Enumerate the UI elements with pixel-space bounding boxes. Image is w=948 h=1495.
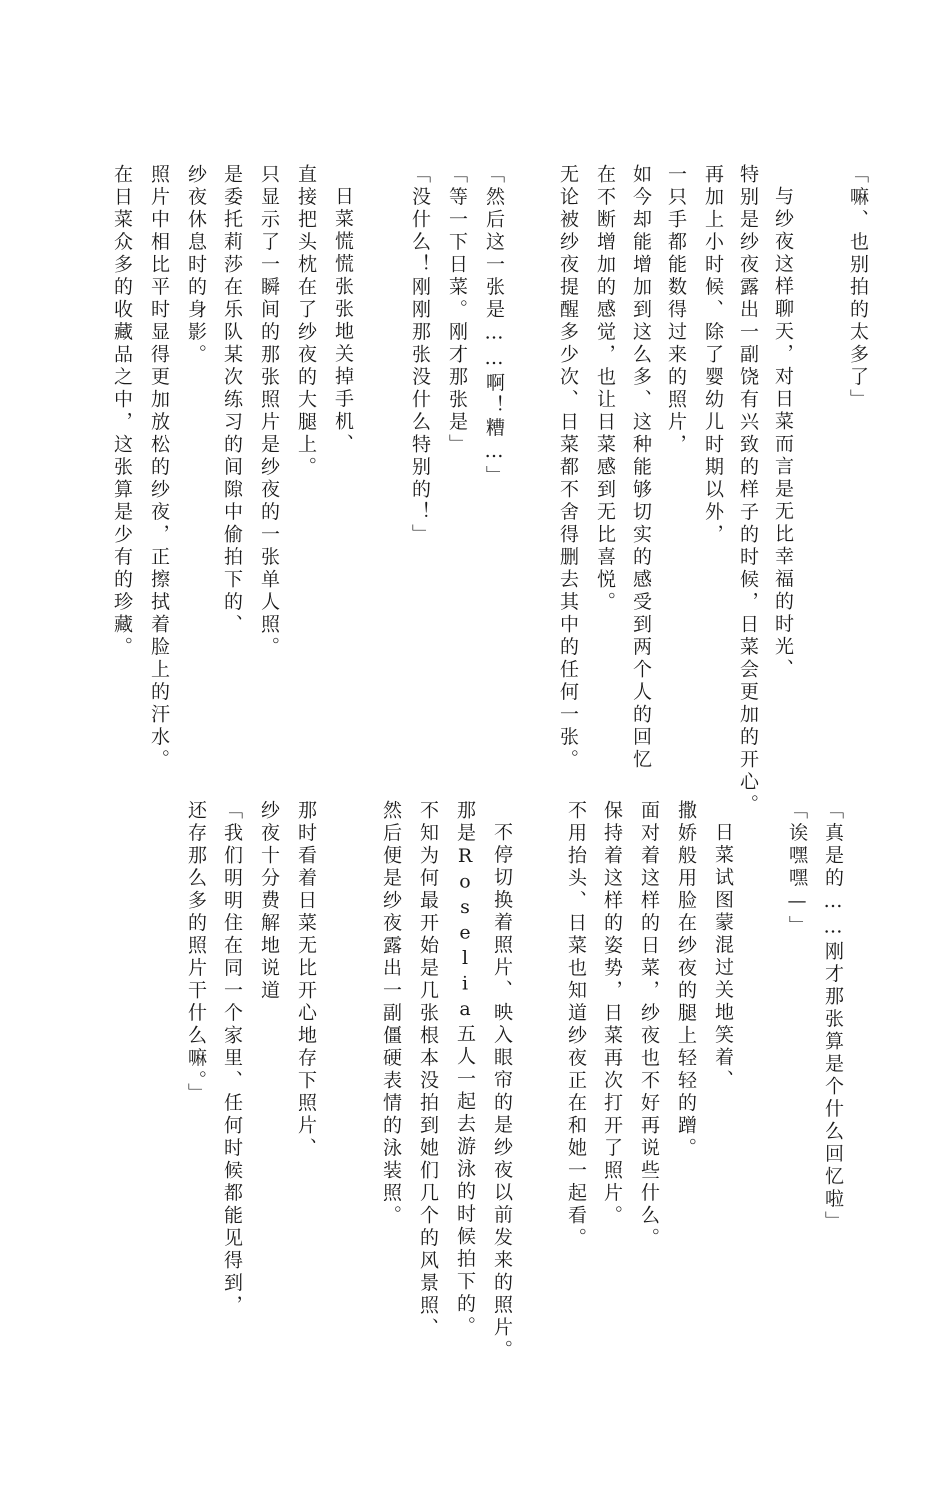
text-column: 再加上小时候、除了婴幼儿时期以外， (702, 164, 724, 547)
text-column: 如今却能增加到这么多、这种能够切实的感受到两个人的回忆 (630, 164, 652, 772)
text-column: 无论被纱夜提醒多少次、日菜都不舍得删去其中的任何一张。 (557, 164, 579, 772)
text-column: 「真是的……刚才那张算是个什么回忆啦」 (822, 800, 844, 1234)
text-column: 直接把头枕在了纱夜的大腿上。 (295, 164, 317, 479)
text-column: 「我们明明住在同一个家里、任何时候都能见得到， (221, 800, 243, 1318)
text-column: 「然后这一张是……啊！糟…」 (483, 164, 505, 488)
text-column: 纱夜休息时的身影。 (185, 164, 207, 367)
text-column: 不停切换着照片、映入眼帘的是纱夜以前发来的照片。 (491, 822, 513, 1362)
text-column: 在不断增加的感觉，也让日菜感到无比喜悦。 (594, 164, 616, 614)
text-column: 纱夜十分费解地说道 (258, 800, 280, 1003)
text-column: 只显示了一瞬间的那张照片是纱夜的一张单人照。 (258, 164, 280, 659)
text-column: 「嘛、也别拍的太多了」 (847, 164, 869, 412)
text-column: 保持着这样的姿势，日菜再次打开了照片。 (601, 800, 623, 1228)
text-column: 「诶嘿嘿—」 (786, 800, 808, 938)
text-column: 那是Roselia五人一起去游泳的时候拍下的。 (454, 800, 476, 1339)
text-column: 是委托莉莎在乐队某次练习的间隙中偷拍下的、 (221, 164, 243, 637)
text-column: 不知为何最开始是几张根本没拍到她们几个的风景照、 (417, 800, 439, 1340)
text-column: 然后便是纱夜露出一副僵硬表情的泳装照。 (380, 800, 402, 1228)
text-column: 在日菜众多的收藏品之中，这张算是少有的珍藏。 (111, 164, 133, 659)
text-column: 日菜慌慌张张地关掉手机、 (332, 186, 354, 456)
text-column: 照片中相比平时显得更加放松的纱夜，正擦拭着脸上的汗水。 (148, 164, 170, 772)
text-column: 那时看着日菜无比开心地存下照片、 (295, 800, 317, 1160)
text-column: 还存那么多的照片干什么嘛。」 (185, 800, 207, 1106)
text-column: 面对着这样的日菜，纱夜也不好再说些什么。 (638, 800, 660, 1250)
text-column: 撒娇般用脸在纱夜的腿上轻轻的蹭。 (675, 800, 697, 1160)
text-column: 与纱夜这样聊天，对日菜而言是无比幸福的时光、 (772, 186, 794, 681)
text-column: 「没什么！刚刚那张没什么特别的！」 (409, 164, 431, 547)
text-column: 特别是纱夜露出一副饶有兴致的样子的时候，日菜会更加的开心。 (737, 164, 759, 817)
text-column: 「等一下日菜。刚才那张是」 (446, 164, 468, 457)
text-column: 不用抬头、日菜也知道纱夜正在和她一起看。 (565, 800, 587, 1250)
text-column: 日菜试图蒙混过关地笑着、 (712, 822, 734, 1092)
text-column: 一只手都能数得过来的照片， (665, 164, 687, 457)
